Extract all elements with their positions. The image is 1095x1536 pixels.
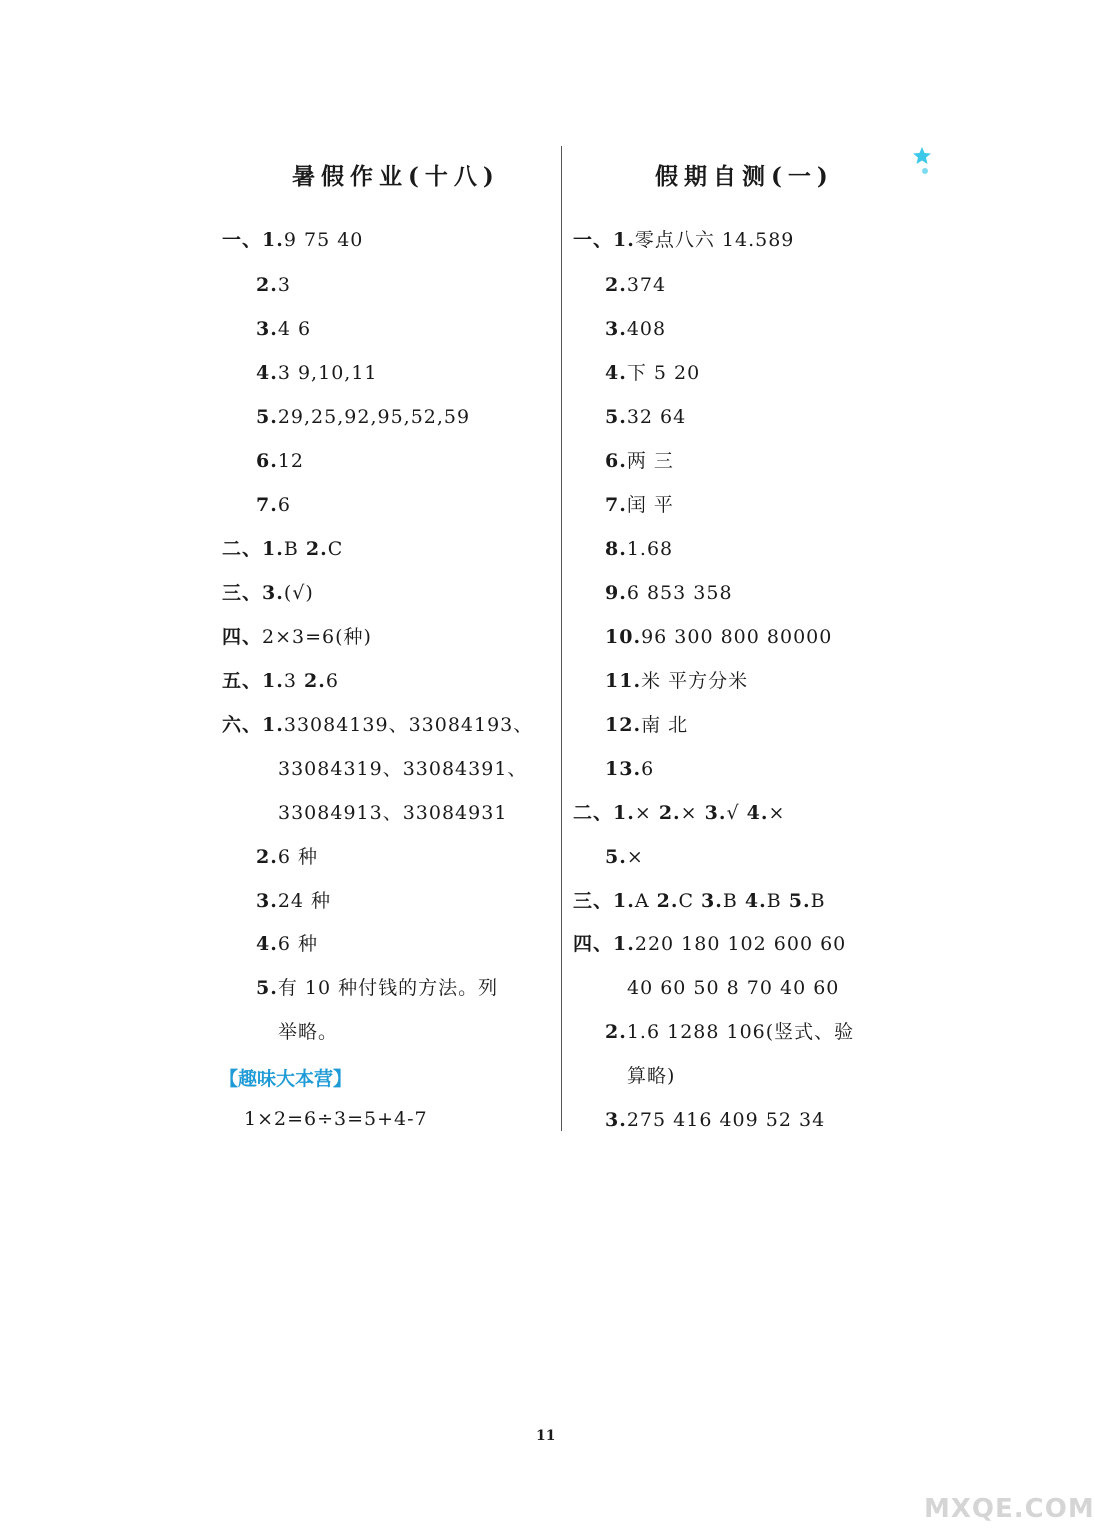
right-answer-t: 6 (641, 758, 655, 780)
fun-answer: 1×2=6÷3=5+4-7 (244, 1108, 428, 1130)
right-answer-n: 5. (605, 846, 627, 868)
left-answer-line (222, 537, 343, 561)
left-answer-t: 12 (277, 450, 305, 472)
left-answer-p: 二、 (222, 538, 263, 560)
left-answer-t: 33084319、33084391、 (278, 758, 528, 780)
right-answer-line (605, 625, 832, 649)
right-answer-line (605, 669, 748, 693)
right-answer-t: 闰 平 (626, 494, 674, 516)
right-answer-line (605, 273, 666, 297)
right-answer-n: 1. (613, 933, 635, 955)
left-answer-line (256, 845, 318, 869)
left-answer-n: 4. (256, 362, 278, 384)
right-answer-n: 5. (605, 406, 627, 428)
right-answer-t: 下 5 20 (626, 362, 701, 384)
left-answer-line (256, 493, 291, 517)
right-answer-n: 12. (605, 714, 642, 736)
left-answer-t: 3 (277, 274, 291, 296)
right-answer-t2: C (678, 890, 702, 912)
right-answer-t: 374 (626, 274, 667, 296)
left-answer-line (278, 757, 527, 781)
right-answer-line (605, 493, 674, 517)
watermark-logo (924, 1448, 1095, 1528)
left-answer-n: 7. (256, 494, 278, 516)
right-answer-n: 1. (613, 229, 635, 251)
right-answer-n: 3. (605, 1109, 627, 1131)
left-answer-line (256, 317, 311, 341)
fun-section-label: 【趣味大本营】 (219, 1068, 353, 1090)
left-answer-p: 四、 (222, 626, 263, 648)
right-answer-n: 3. (605, 318, 627, 340)
left-answer-line (256, 361, 378, 385)
left-answer-t: 举略。 (278, 1021, 339, 1043)
left-answer-t: 24 种 (277, 890, 332, 912)
left-answer-n: 5. (256, 977, 278, 999)
right-answer-t: 96 300 800 80000 (641, 626, 833, 648)
star-icon (911, 146, 935, 176)
left-answer-t: 有 10 种付钱的方法。列 (277, 977, 499, 999)
right-answer-t: 408 (626, 318, 667, 340)
right-answer-line (573, 228, 794, 252)
right-answer-n: 11. (605, 670, 642, 692)
right-answer-line (605, 449, 674, 473)
left-answer-n: 3. (262, 582, 284, 604)
right-answer-line (605, 1020, 854, 1044)
left-answer-t: 33084913、33084931 (278, 802, 508, 824)
left-title: 暑假作业(十八) (292, 163, 500, 190)
right-answer-t: × (634, 802, 659, 824)
right-answer-line (627, 976, 839, 1000)
left-answer-line (278, 1020, 338, 1044)
right-answer-n: 1. (613, 802, 635, 824)
left-answer-line (222, 713, 533, 737)
right-answer-n3: 3. (701, 890, 723, 912)
right-answer-line (605, 757, 654, 781)
left-answer-t: 4 6 (277, 318, 312, 340)
right-answer-t4: × (768, 802, 786, 824)
column-divider (561, 146, 562, 1131)
right-answer-n2: 2. (658, 802, 681, 824)
left-answer-line (222, 581, 314, 605)
right-answer-n: 10. (605, 626, 642, 648)
right-answer-line (605, 361, 700, 385)
left-answer-n: 3. (256, 890, 278, 912)
left-answer-t2: C (327, 538, 344, 560)
right-answer-p: 四、 (573, 933, 614, 955)
right-answer-n4: 4. (746, 802, 769, 824)
left-answer-line (278, 801, 507, 825)
right-answer-t: 1.6 1288 106(竖式、验 (626, 1021, 855, 1043)
right-answer-n: 6. (605, 450, 627, 472)
right-answer-n: 8. (605, 538, 627, 560)
left-answer-n: 1. (262, 670, 284, 692)
left-answer-n: 3. (256, 318, 278, 340)
right-answer-line (573, 889, 826, 913)
left-answer-t: 9 75 40 (283, 229, 364, 251)
right-answer-t3: B (722, 890, 745, 912)
right-answer-line (605, 1108, 825, 1132)
right-answer-t: 40 60 50 8 70 40 60 (627, 977, 840, 999)
left-answer-line (222, 228, 363, 252)
left-answer-line (222, 625, 372, 649)
left-answer-line (222, 669, 339, 693)
right-answer-line (605, 537, 673, 561)
page-number: 11 (536, 1428, 556, 1444)
right-answer-t: 零点八六 14.589 (634, 229, 795, 251)
left-answer-line (256, 889, 331, 913)
left-answer-line (256, 273, 291, 297)
left-answer-n: 2. (256, 846, 278, 868)
right-answer-t: 算略) (627, 1065, 676, 1087)
right-answer-n: 2. (605, 274, 627, 296)
left-answer-n: 4. (256, 933, 278, 955)
right-answer-n: 9. (605, 582, 627, 604)
right-answer-t: 两 三 (626, 450, 674, 472)
left-answer-n2: 2. (305, 538, 328, 560)
left-answer-t: 2×3=6(种) (262, 626, 372, 648)
left-answer-t: 6 (277, 494, 291, 516)
right-answer-t: 6 853 358 (626, 582, 733, 604)
right-answer-n: 2. (605, 1021, 627, 1043)
right-answer-p: 三、 (573, 890, 614, 912)
right-answer-t: 1.68 (626, 538, 674, 560)
right-answer-line (627, 1064, 675, 1088)
left-answer-p: 六、 (222, 714, 263, 736)
right-answer-n5: 5. (788, 890, 811, 912)
right-answer-line (605, 845, 644, 869)
left-answer-n: 6. (256, 450, 278, 472)
right-answer-t4: B (766, 890, 789, 912)
right-answer-line (573, 801, 785, 825)
left-answer-t2: 6 (325, 670, 339, 692)
right-answer-t: × (626, 846, 644, 868)
left-answer-n: 2. (256, 274, 278, 296)
right-answer-line (605, 317, 666, 341)
left-answer-line (256, 932, 318, 956)
right-answer-t2: × (680, 802, 705, 824)
right-answer-t: 275 416 409 52 34 (626, 1109, 826, 1131)
left-answer-t: (√) (283, 582, 314, 604)
right-answer-p: 二、 (573, 802, 614, 824)
left-answer-t: 6 种 (277, 846, 318, 868)
left-answer-p: 一、 (222, 229, 263, 251)
left-answer-t: B (283, 538, 306, 560)
left-answer-n: 1. (262, 538, 284, 560)
right-answer-line (605, 405, 686, 429)
right-answer-t3: √ (726, 802, 747, 824)
right-answer-t: 米 平方分米 (641, 670, 749, 692)
left-answer-t: 33084139、33084193、 (283, 714, 534, 736)
left-answer-n: 5. (256, 406, 278, 428)
right-answer-p: 一、 (573, 229, 614, 251)
right-answer-n3: 3. (704, 802, 727, 824)
left-answer-p: 三、 (222, 582, 263, 604)
left-answer-n2: 2. (304, 670, 326, 692)
left-answer-n: 1. (262, 229, 284, 251)
right-answer-n2: 2. (656, 890, 679, 912)
left-answer-t: 6 种 (277, 933, 318, 955)
right-answer-n: 7. (605, 494, 627, 516)
right-answer-n: 4. (605, 362, 627, 384)
left-answer-t: 29,25,92,95,52,59 (277, 406, 471, 428)
right-title: 假期自测(一) (655, 163, 834, 190)
right-answer-line (573, 932, 846, 956)
right-answer-n: 13. (605, 758, 642, 780)
right-answer-t: 220 180 102 600 60 (634, 933, 847, 955)
right-answer-t: 32 64 (626, 406, 687, 428)
right-answer-t: 南 北 (641, 714, 689, 736)
right-answer-n4: 4. (744, 890, 767, 912)
left-answer-t: 3 (283, 670, 304, 692)
right-answer-n: 1. (613, 890, 635, 912)
right-answer-line (605, 713, 688, 737)
left-answer-line (256, 976, 498, 1000)
left-answer-line (256, 449, 304, 473)
left-answer-p: 五、 (222, 670, 263, 692)
right-answer-line (605, 581, 733, 605)
right-answer-t: A (634, 890, 657, 912)
left-answer-t: 3 9,10,11 (277, 362, 378, 384)
left-answer-n: 1. (262, 714, 284, 736)
watermark-text: MXQE.COM (924, 1494, 1095, 1524)
left-answer-line (256, 405, 470, 429)
right-answer-t5: B (810, 890, 826, 912)
